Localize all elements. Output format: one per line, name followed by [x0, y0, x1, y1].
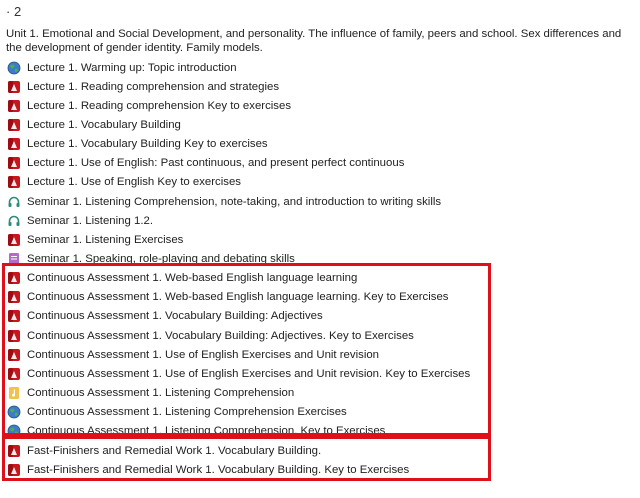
resource-link[interactable] [7, 154, 404, 173]
pdf-icon [7, 348, 21, 362]
pdf-icon [7, 175, 21, 189]
globe-url-icon [7, 405, 21, 419]
resource-label: Lecture 1. Use of English Key to exercises [27, 176, 241, 189]
resource-label: Seminar 1. Speaking, role-playing and debating skills [27, 253, 295, 265]
pdf-icon [7, 329, 21, 343]
resource-link[interactable] [7, 422, 385, 441]
resource-label: Continuous Assessment 1. Vocabulary Building: Adjectives. Key to Exercises [27, 329, 414, 342]
resource-label: Lecture 1. Reading comprehension and strategies [27, 80, 280, 93]
resource-link[interactable] [7, 307, 323, 326]
globe-url-icon [7, 61, 21, 75]
topic-number: · 2 [6, 4, 22, 19]
pdf-icon [7, 309, 21, 323]
resource-link[interactable] [7, 384, 294, 403]
document-icon [7, 252, 21, 266]
resource-link[interactable] [7, 345, 379, 364]
resource-link[interactable] [7, 211, 153, 230]
resource-link[interactable] [7, 326, 414, 345]
resource-link[interactable] [7, 269, 357, 288]
resource-link[interactable] [7, 96, 291, 115]
pdf-icon [7, 233, 21, 247]
resource-label: Continuous Assessment 1. Listening Comprehension [27, 387, 295, 399]
resource-link[interactable] [7, 288, 449, 307]
resource-label: Continuous Assessment 1. Use of English Exercises and Unit revision [27, 348, 380, 361]
resource-label: Lecture 1. Vocabulary Building [27, 118, 181, 131]
pdf-icon [7, 156, 21, 170]
resource-label: Seminar 1. Listening 1.2. [27, 214, 154, 227]
resource-link[interactable] [7, 192, 441, 211]
resource-label: Fast-Finishers and Remedial Work 1. Vocabulary Building. [27, 444, 322, 457]
resource-link[interactable] [7, 250, 295, 269]
pdf-icon [7, 99, 21, 113]
resource-link[interactable] [7, 77, 279, 96]
pdf-icon [7, 80, 21, 94]
pdf-icon [7, 444, 21, 458]
pdf-icon [7, 137, 21, 151]
resource-link[interactable] [7, 460, 409, 479]
resource-label: Continuous Assessment 1. Web-based English language learning. Key to Exercises [27, 291, 449, 304]
resource-label: Lecture 1. Vocabulary Building Key to exercises [27, 138, 268, 151]
resource-label: Continuous Assessment 1. Listening Comprehension Exercises [27, 406, 347, 419]
resource-label: Lecture 1. Reading comprehension Key to exercises [27, 99, 292, 112]
resource-label: Lecture 1. Warming up: Topic introduction [27, 61, 237, 74]
resource-link[interactable] [7, 58, 237, 77]
resource-link[interactable] [7, 364, 470, 383]
resource-link[interactable] [7, 115, 181, 134]
resource-label: Lecture 1. Use of English: Past continuous, and present perfect continuous [27, 157, 405, 170]
resource-label: Continuous Assessment 1. Use of English Exercises and Unit revision. Key to Exercises [27, 367, 471, 380]
resource-label: Continuous Assessment 1. Web-based English language learning [27, 272, 358, 285]
resource-label: Fast-Finishers and Remedial Work 1. Vocabulary Building. Key to Exercises [27, 463, 410, 476]
pdf-icon [7, 290, 21, 304]
resource-link[interactable] [7, 441, 321, 460]
headphones-icon [7, 214, 21, 228]
pdf-icon [7, 463, 21, 477]
resource-label: Seminar 1. Listening Exercises [27, 233, 184, 246]
audio-file-icon [7, 386, 21, 400]
resource-label: Seminar 1. Listening Comprehension, note-taking, and introduction to writing skills [27, 195, 442, 208]
resource-link[interactable] [7, 135, 268, 154]
resource-link[interactable] [7, 230, 183, 249]
resource-link[interactable] [7, 403, 347, 422]
resource-label: Continuous Assessment 1. Listening Comprehension. Key to Exercises [27, 425, 386, 438]
pdf-icon [7, 271, 21, 285]
pdf-icon [7, 367, 21, 381]
headphones-icon [7, 195, 21, 209]
globe-url-icon [7, 424, 21, 438]
resource-link[interactable] [7, 173, 241, 192]
resource-label: Continuous Assessment 1. Vocabulary Building: Adjectives [27, 310, 323, 323]
topic-summary: Unit 1. Emotional and Social Development, and personality. The influence of family, peers and school. Sex differences and the development of gender identity. Family models. [6, 28, 622, 54]
pdf-icon [7, 118, 21, 132]
